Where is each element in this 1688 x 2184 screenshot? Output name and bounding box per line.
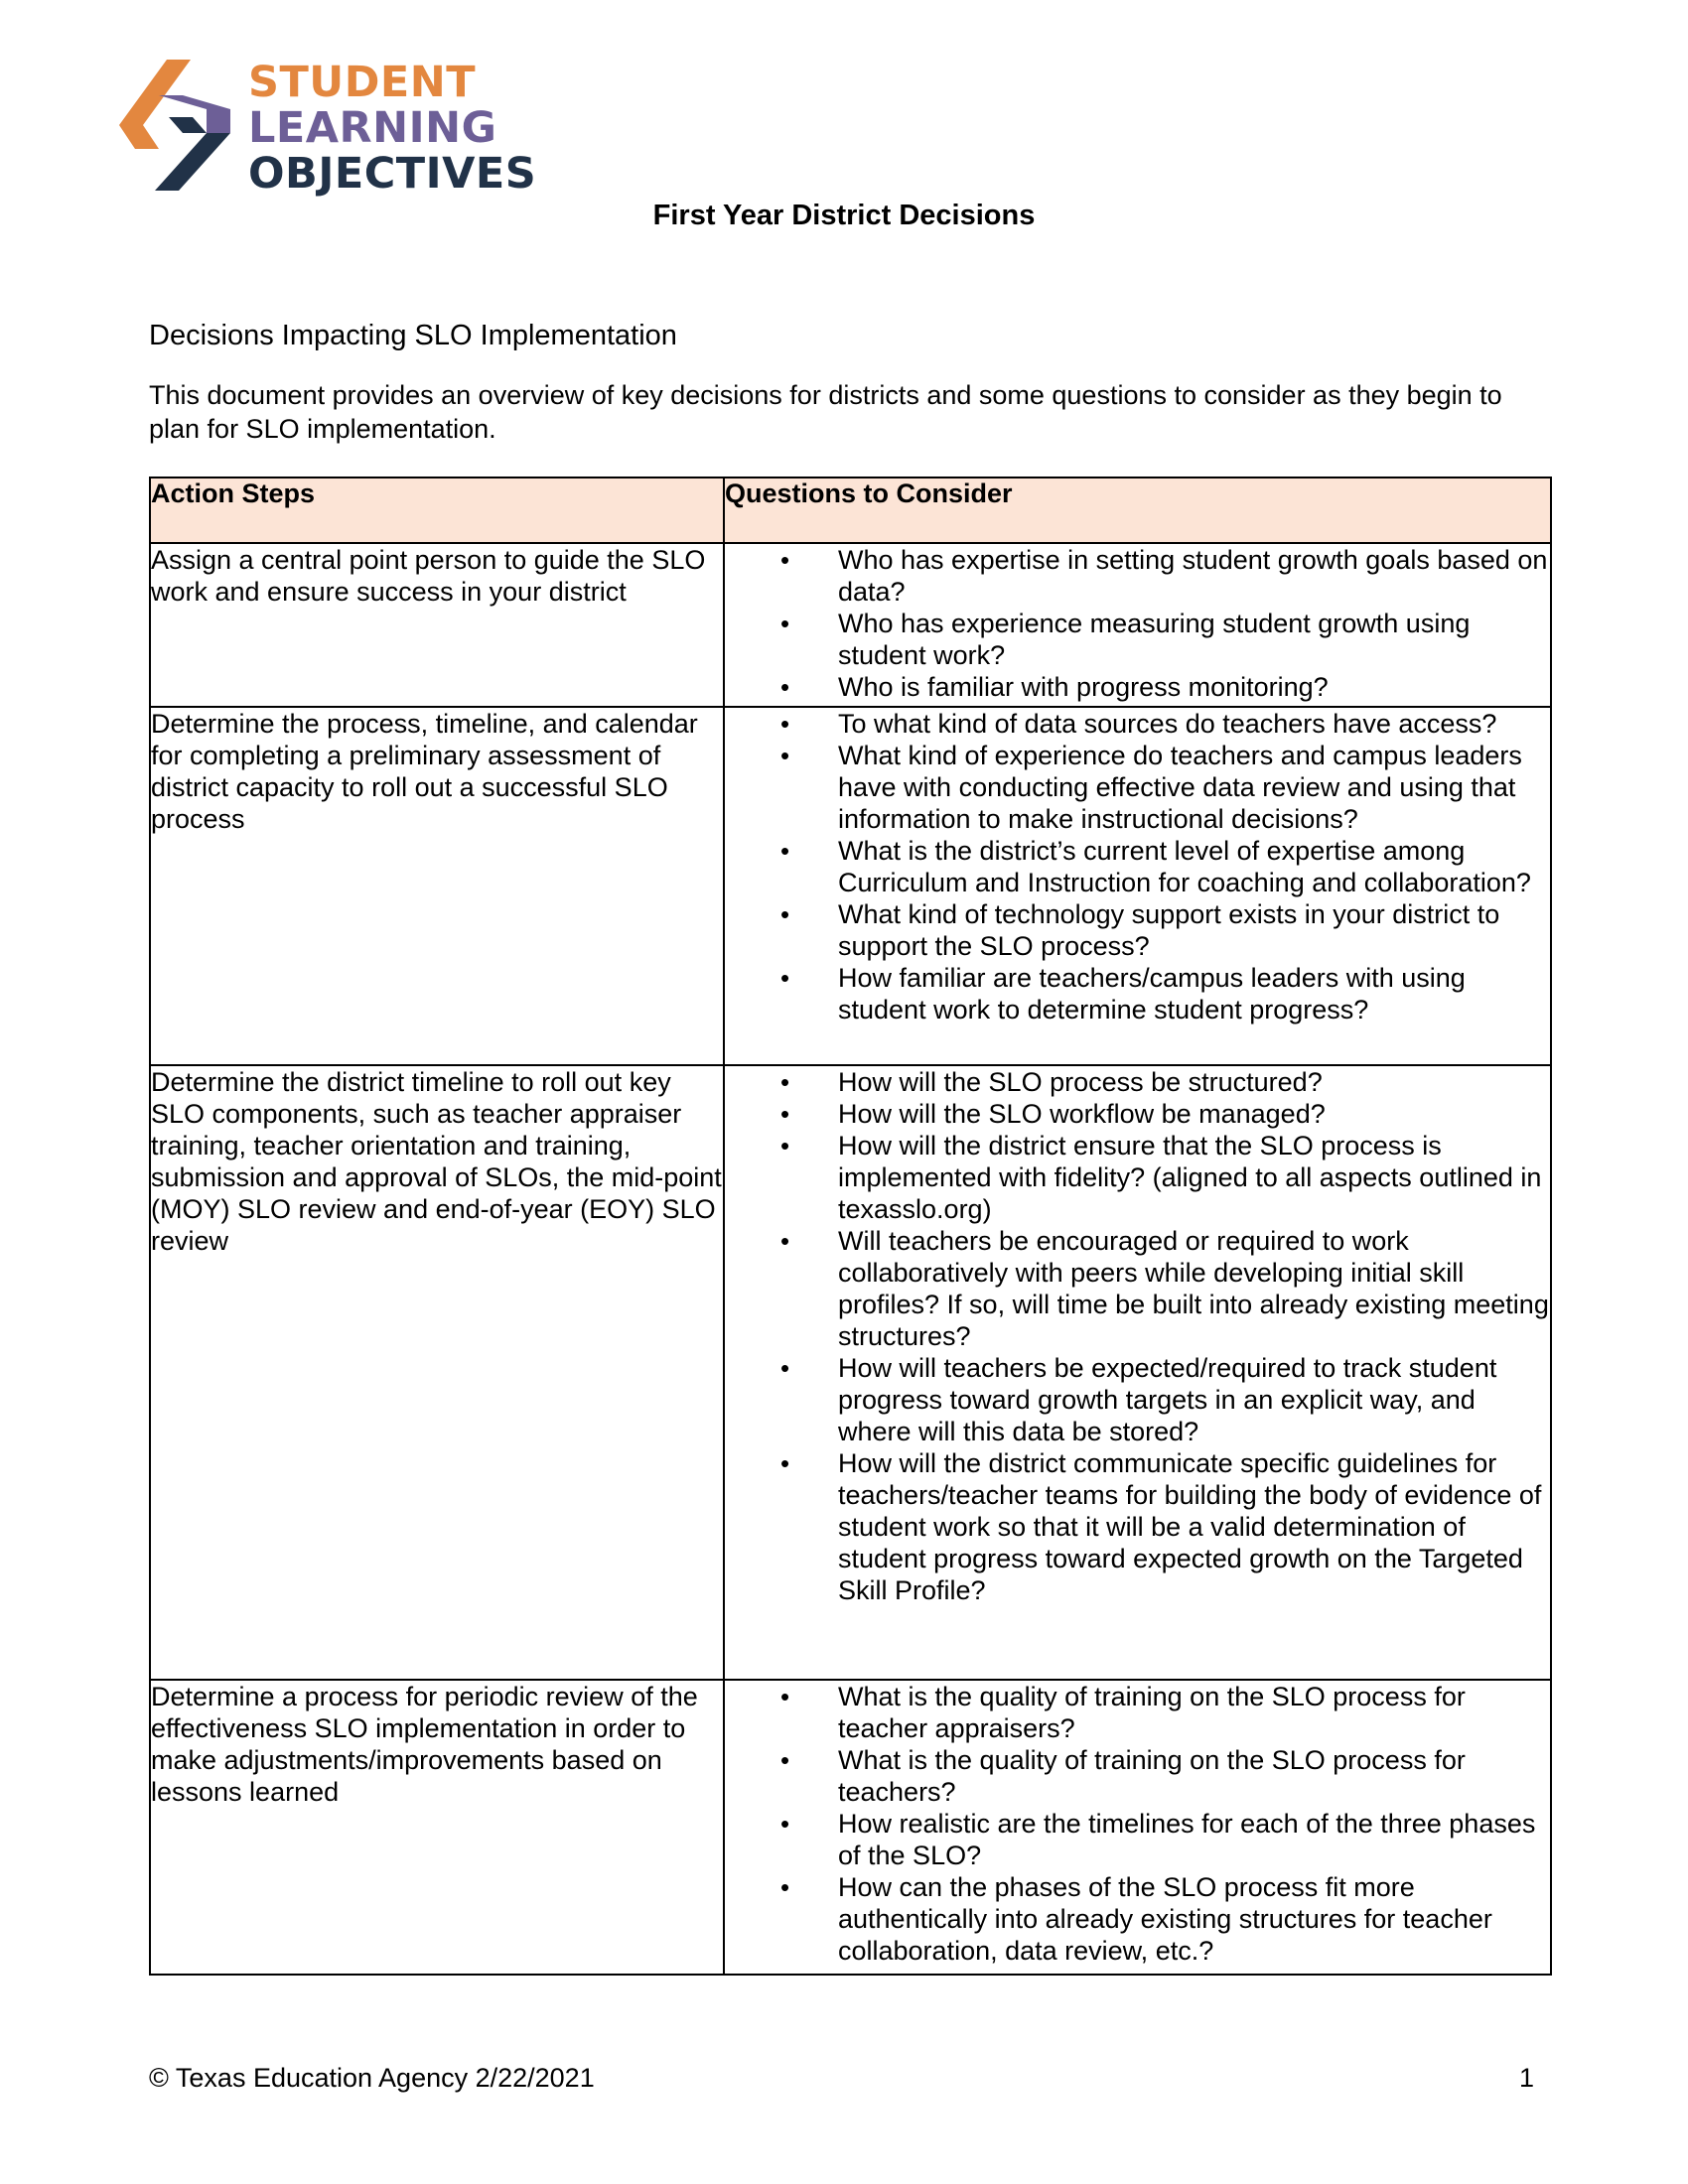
intro-paragraph: This document provides an overview of key decisions for districts and some questions to consider as they begin to plan for SLO implementation. — [149, 380, 1502, 444]
question-item: • What kind of technology support exists in your district to support the SLO process? — [725, 898, 1550, 962]
table-row — [150, 1680, 1551, 1975]
question-item: • Who has expertise in setting student growth goals based on data? — [725, 544, 1550, 608]
question-item: • Will teachers be encouraged or required to work collaboratively with peers while developing initial skill profiles? If so, will time be built into already existing meeting structures? — [725, 1225, 1550, 1352]
question-item: • How realistic are the timelines for each of the three phases of the SLO? — [725, 1808, 1550, 1871]
action-step-cell: Determine a process for periodic review of the effectiveness SLO implementation in order to make adjustments/improvements based on lessons learned — [150, 1680, 724, 1975]
table-header-row — [150, 478, 1551, 543]
slo-logo-wordmark — [248, 60, 536, 197]
question-item: • How will the district ensure that the SLO process is implemented with fidelity? (aligned to all aspects outlined in texasslo.org) — [725, 1130, 1550, 1225]
question-item: • What kind of experience do teachers and campus leaders have with conducting effective data review and using that information to make instructional decisions? — [725, 740, 1550, 835]
logo-line-objectives: OBJECTIVES — [248, 149, 537, 199]
footer-copyright: © Texas Education Agency 2/22/2021 — [149, 2063, 595, 2093]
question-item: • How will the SLO workflow be managed? — [725, 1098, 1550, 1130]
questions-list — [725, 1681, 1550, 1967]
question-item: • How will the district communicate specific guidelines for teachers/teacher teams for building the body of evidence of student work so that it will be a valid determination of student progress toward expected growth on the Targeted Skill Profile? — [725, 1447, 1550, 1606]
table-row — [150, 543, 1551, 707]
action-step-cell: Assign a central point person to guide the SLO work and ensure success in your district — [150, 543, 724, 707]
question-item: • How can the phases of the SLO process fit more authentically into already existing structures for teacher collaboration, data review, etc.? — [725, 1871, 1550, 1967]
question-item: • What is the quality of training on the SLO process for teachers? — [725, 1744, 1550, 1808]
questions-cell — [724, 543, 1551, 707]
logo-line-student: STUDENT — [248, 58, 477, 107]
question-item: • What is the quality of training on the SLO process for teacher appraisers? — [725, 1681, 1550, 1744]
questions-list — [725, 708, 1550, 1025]
questions-cell — [724, 1065, 1551, 1680]
question-item: • How will the SLO process be structured? — [725, 1066, 1550, 1098]
action-step-cell: Determine the district timeline to roll out key SLO components, such as teacher appraiser training, teacher orientation and training, submission and approval of SLOs, the mid-point (MOY) SLO review and end-of-year (EOY) SLO review — [150, 1065, 724, 1680]
table-row — [150, 707, 1551, 1065]
header-action-steps: Action Steps — [150, 478, 724, 543]
action-step-cell: Determine the process, timeline, and calendar for completing a preliminary assessment of district capacity to roll out a successful SLO process — [150, 707, 724, 1065]
question-item: • How familiar are teachers/campus leaders with using student work to determine student progress? — [725, 962, 1550, 1025]
footer-page-number: 1 — [1519, 2063, 1535, 2093]
questions-list — [725, 544, 1550, 703]
question-item: • How will teachers be expected/required to track student progress toward growth targets in an explicit way, and where will this data be stored? — [725, 1352, 1550, 1447]
question-item: • Who is familiar with progress monitoring? — [725, 671, 1550, 703]
header-questions: Questions to Consider — [724, 478, 1551, 543]
questions-list — [725, 1066, 1550, 1606]
logo-line-learning: LEARNING — [248, 103, 497, 153]
section-heading: Decisions Impacting SLO Implementation — [149, 320, 677, 351]
question-item: • What is the district’s current level of expertise among Curriculum and Instruction for coaching and collaboration? — [725, 835, 1550, 898]
questions-cell — [724, 707, 1551, 1065]
document-title: First Year District Decisions — [652, 200, 1036, 231]
question-item: • To what kind of data sources do teachers have access? — [725, 708, 1550, 740]
slo-logo-icon — [119, 58, 236, 193]
questions-cell — [724, 1680, 1551, 1975]
table-row — [150, 1065, 1551, 1680]
decisions-table — [149, 477, 1552, 1976]
slo-logo — [119, 58, 536, 206]
question-item: • Who has experience measuring student growth using student work? — [725, 608, 1550, 671]
